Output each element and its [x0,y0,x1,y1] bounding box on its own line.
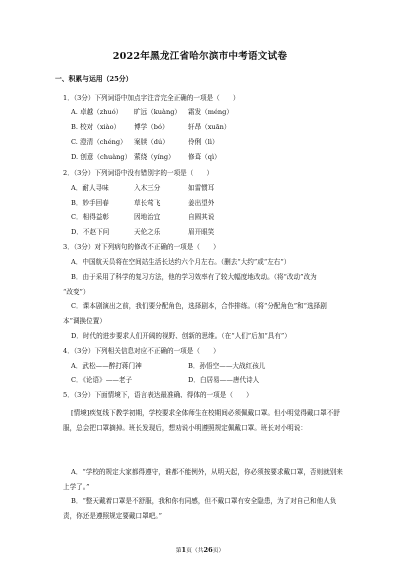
q1-option-c-word2: 案牍（dú） [134,138,169,146]
q2-option-d: D．不赵下问 [71,228,110,236]
q2-option-b-word2: 草长莺飞 [134,199,161,207]
q1-option-b-word3: 轩昂（xuān） [188,123,231,131]
q5-option-b: B．“整天戴着口罩是不舒服，我和你有同感，但不戴口罩有安全隐患，为了对自己和他人负责，你还是遵照规定要戴口罩吧。” [63,497,337,520]
question-2-stem: 2．（3分）下列词语中没有错别字的一项是（ ） [63,169,214,177]
q2-option-c: C．相得益彰 [71,213,110,221]
q1-option-d-word2: 萦绕（yíng） [134,153,175,161]
footer-total-pages: 26 [203,546,213,554]
q2-option-a-word3: 如雷惯耳 [188,184,215,192]
q5-situation: [情境]疾复线下教学初期，学校要求全体师生在校期间必须佩戴口罩。但小明觉得戴口罩不舒服，总会把口罩摘掉。班长发现后，想劝说小明遵照规定佩戴口罩。班长对小明说： [63,409,340,432]
q1-option-a-word3: 霜发（méng） [188,108,233,116]
q4-option-a: A．武松——醉打蒋门神 [71,362,142,370]
q2-option-d-word2: 天伦之乐 [134,228,161,236]
q4-option-d: D．白居易——唐代诗人 [188,376,260,384]
q2-option-b-word3: 姜出望外 [188,199,215,207]
q4-option-b: B．孙悟空——大战红孩儿 [188,362,266,370]
question-4-stem: 4．（3分）下列相关信息对应不正确的一项是（ ） [63,347,220,355]
page-title: 2022年黑龙江省哈尔滨市中考语文试卷 [112,51,288,62]
question-3-stem: 3．（3分）对下列病句的修改不正确的一项是（ ） [63,243,220,251]
q3-option-c-continued: 本”调换位置） [63,317,106,325]
q1-option-a-word2: 旷远（kuàng） [134,108,182,116]
q1-option-d-word3: 修葺（qì） [188,153,221,161]
q3-option-b-continued: “改变”） [63,288,90,296]
q1-option-c-word3: 伶俐（lì） [188,138,219,146]
q2-option-c-word3: 自圆其说 [188,213,215,221]
question-5-stem: 5．（3分）下面情境下，语言表达最准确、得体的一项是（ ） [63,391,253,399]
q2-option-b: B．妙手回春 [71,199,109,207]
q2-option-a: A．耐人寻味 [71,184,109,192]
q2-option-c-word2: 因地治宜 [134,213,161,221]
footer-mid: 页（共 [186,548,204,554]
footer-prefix: 第 [175,548,182,554]
q3-option-b: B．由于采用了科学的复习方法，他的学习效率有了较大幅度地改动。（将“改动”改为 [71,273,317,281]
q1-option-b-word2: 博学（bó） [134,123,169,131]
footer-page-number: 1 [181,546,187,554]
section-heading: 一、积累与运用（25分） [55,75,133,83]
q3-option-c: C．课本剧演出之前，我们要分配角色，选择剧本，合作排练。（将“分配角色”和“选择剧 [71,302,327,310]
q1-option-d: D. 创意（chuàng） [71,153,132,161]
q3-option-a: A．中国航天员将在空间站生活长达约六个月左右。（删去“大约”或“左右”） [71,258,291,266]
page-footer [0,546,400,556]
footer-suffix: 页） [212,548,225,554]
q1-option-b: B. 校对（xiào） [71,123,121,131]
question-1-stem: 1．（3分）下列词语中加点字注音完全正确的一项是（ ） [63,94,240,102]
q1-option-c: C. 澄清（chéng） [71,138,127,146]
q5-option-a: A．“学校的规定大家都得遵守，谁都不能例外，从明天起，你必须按要求戴口罩，否则就别来上学了。” [63,468,343,491]
q3-option-d: D．时代的进步要求人们开阔的视野、创新的思维。（在“人们”后加“具有”） [71,332,291,340]
q2-option-d-word3: 眉开眼笑 [188,228,215,236]
q1-option-a: A. 卓越（zhuó） [71,108,123,116]
q4-option-c: C．《论语》——老子 [71,376,133,384]
q2-option-a-word2: 入木三分 [134,184,161,192]
